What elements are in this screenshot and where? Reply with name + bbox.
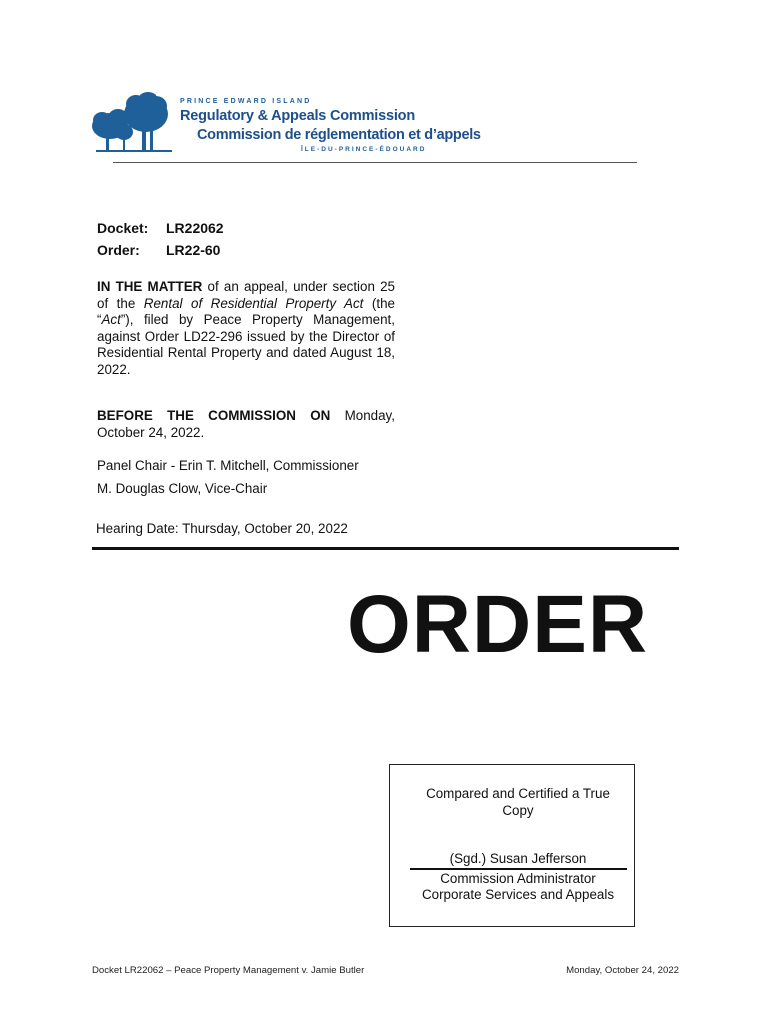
matter-lead: IN THE MATTER (97, 279, 203, 294)
before-paragraph (97, 408, 395, 441)
signer-role-1: Commission Administrator (440, 871, 596, 886)
docket-label: Docket: (97, 220, 149, 236)
section-divider (92, 547, 679, 550)
panel-vice-chair: M. Douglas Clow, Vice-Chair (97, 481, 268, 496)
before-lead: BEFORE THE COMMISSION ON (97, 408, 331, 423)
act-short: Act (101, 312, 121, 327)
footer-docket: Docket LR22062 – Peace Property Management v. Jamie Butler (92, 965, 365, 976)
docket-row (97, 220, 224, 236)
footer-date: Monday, October 24, 2022 (566, 965, 679, 976)
logo-french-name: Commission de réglementation et d’appels (197, 127, 481, 143)
matter-paragraph (97, 279, 395, 378)
matter-text-3: ”), filed by Peace Property Management, against Order LD22-296 issued by the Director of Residential Rental Property and dated August 18, 2022. (97, 312, 395, 377)
panel-chair: Panel Chair - Erin T. Mitchell, Commissioner (97, 458, 359, 473)
docket-value: LR22062 (166, 220, 224, 236)
signature-name: (Sgd.) Susan Jefferson (449, 851, 587, 866)
commission-logo-trees (90, 92, 178, 154)
hearing-date: Hearing Date: Thursday, October 20, 2022 (96, 521, 348, 536)
order-title: ORDER (347, 579, 649, 670)
cert-line-1: Compared and Certified a True (426, 786, 610, 801)
order-value: LR22-60 (166, 242, 221, 258)
matter-text-2: (the “ (97, 295, 395, 327)
logo-province-text: PRINCE EDWARD ISLAND (180, 98, 312, 105)
signer-role-2: Corporate Services and Appeals (421, 887, 615, 902)
logo-english-name: Regulatory & Appeals Commission (180, 108, 415, 124)
header-divider (113, 162, 637, 163)
order-label: Order: (97, 242, 140, 258)
matter-text-1: of an appeal, under section 25 of the (97, 279, 396, 311)
order-row (97, 242, 220, 258)
signature-line (410, 868, 627, 870)
act-title: Rental of Residential Property Act (143, 295, 364, 311)
logo-province-french: ÎLE-DU-PRINCE-ÉDOUARD (301, 146, 427, 153)
cert-line-2: Copy (502, 803, 534, 818)
before-text: Monday, October 24, 2022. (97, 408, 395, 440)
